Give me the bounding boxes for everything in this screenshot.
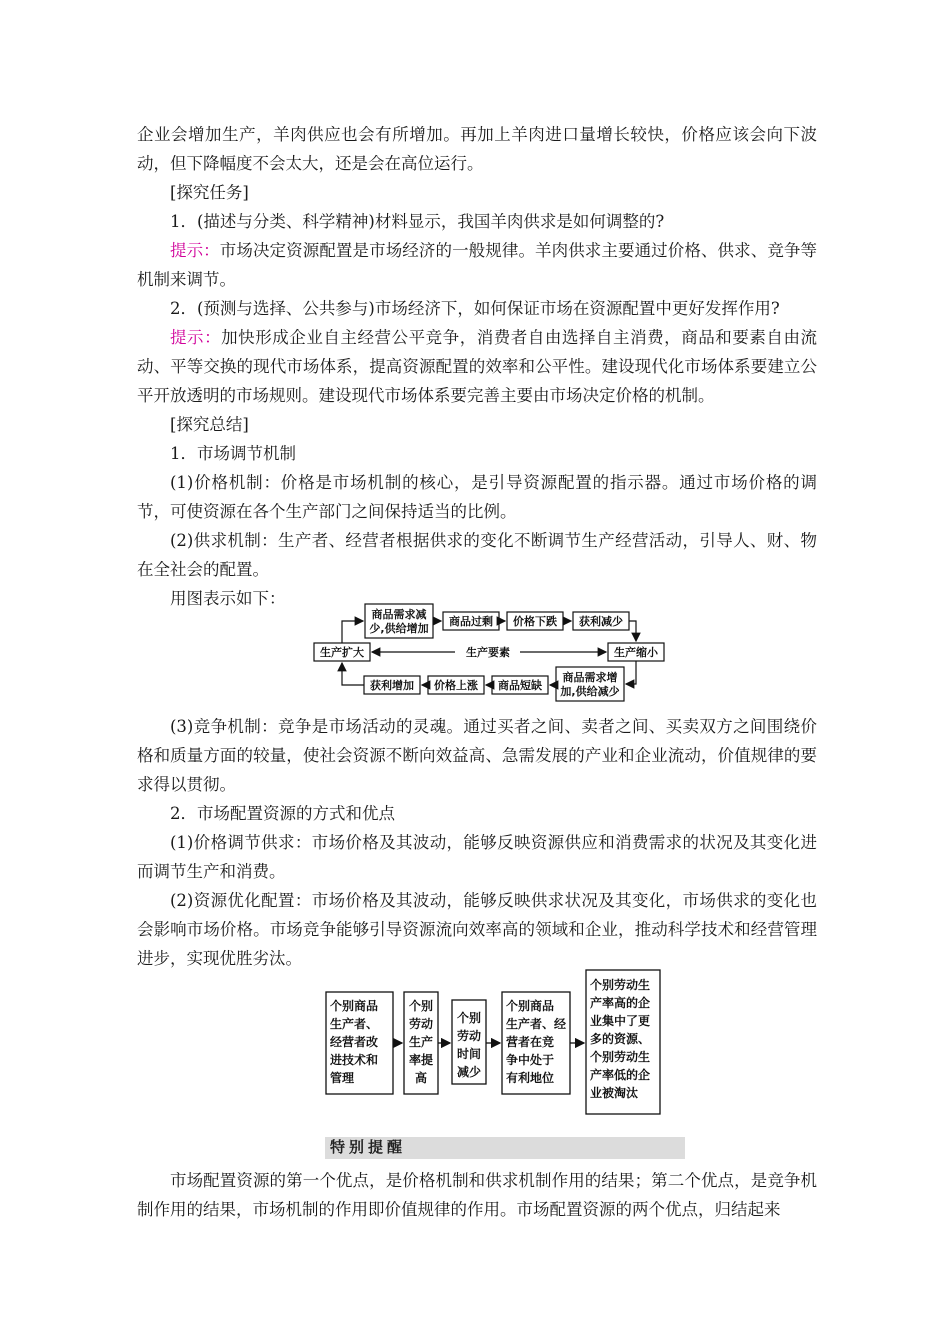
center-label: 生产要素: [466, 646, 510, 659]
diagram2-box1-line: 生产者、: [330, 1017, 379, 1031]
heading-explore-summary: [探究总结]: [170, 415, 249, 434]
diagram2-box1-line: 个别商品: [330, 999, 379, 1013]
diagram2-box2-line: 劳动: [408, 1017, 434, 1031]
competition-mechanism: (3)竞争机制：竞争是市场活动的灵魂。通过买者之间、卖者之间、买卖双方之间围绕价格和质量方面的较量，使社会资源不断向效益高、急需发展的产业和企业流动，价值规律的要求得以贯彻。: [137, 717, 817, 794]
answer-1-text: 市场决定资源配置是市场经济的一般规律。羊肉供求主要通过价格、供求、竞争等机制来调节。: [137, 241, 818, 289]
diagram2-box4-line: 营者在竞: [506, 1035, 555, 1049]
diagram2-box2-line: 率提: [408, 1053, 434, 1067]
diagram2-box5-line: 个别劳动生: [590, 1050, 651, 1064]
top-box2: 商品过剩: [449, 615, 493, 628]
diagram2-box5-line: 产率低的企: [590, 1068, 651, 1082]
hint-label: 提示：: [170, 241, 220, 260]
top-box4: 获利减少: [579, 615, 623, 628]
final-paragraph: 市场配置资源的第一个优点，是价格机制和供求机制作用的结果；第二个优点，是竞争机制作用的结果，市场机制的作用即价值规律的作用。市场配置资源的两个优点，归结起来: [137, 1171, 817, 1219]
supply-demand-mechanism: (2)供求机制：生产者、经营者根据供求的变化不断调节生产经营活动，引导人、财、物在全社会的配置。: [137, 531, 817, 579]
diagram2-box1-line: 管理: [330, 1071, 355, 1085]
answer-2-text: 加快形成企业自主经营公平竞争，消费者自由选择自主消费，商品和要素自由流动、平等交换的现代市场体系，提高资源配置的效率和公平性。建设现代化市场体系要建立公平开放透明的市场规则。建设现代市场体系要完善主要由市场决定价格的机制。: [137, 328, 818, 405]
left-box: 生产扩大: [320, 646, 364, 659]
diagram2-box5-line: 个别劳动生: [590, 978, 651, 992]
diagram2-box4-line: 有利地位: [506, 1071, 555, 1085]
special-reminder-title: 特别提醒: [330, 1138, 407, 1156]
diagram2-box4-line: 生产者、经: [506, 1017, 567, 1031]
diagram2-box3-line: 劳动: [456, 1029, 482, 1043]
top-box1-line1: 商品需求减: [371, 608, 427, 621]
hint-label: 提示：: [170, 328, 222, 347]
bottom-box1-line2: 加,供给减少: [560, 685, 620, 698]
diagram2-box5-line: 产率高的企: [590, 996, 651, 1010]
diagram2-box5-line: 业集中了更: [590, 1014, 651, 1028]
right-box: 生产缩小: [614, 646, 658, 659]
price-regulates-supply: (1)价格调节供求：市场价格及其波动，能够反映资源供应和消费需求的状况及其变化进而调节生产和消费。: [137, 833, 817, 881]
top-box1-line2: 少,供给增加: [369, 622, 429, 635]
diagram2-box5-line: 多的资源、: [590, 1032, 651, 1046]
heading-explore-task: [探究任务]: [170, 183, 249, 202]
diagram2-box1-line: 进技术和: [330, 1053, 379, 1067]
diagram2-box2-line: 高: [414, 1071, 428, 1085]
diagram2-box1-line: 经营者改: [330, 1035, 379, 1049]
price-mechanism: (1)价格机制：价格是市场机制的核心，是引导资源配置的指示器。通过市场价格的调节，可使资源在各个生产部门之间保持适当的比例。: [137, 473, 817, 521]
diagram2-box2-line: 生产: [408, 1035, 434, 1049]
question-1: 1．(描述与分类、科学精神)材料显示，我国羊肉供求是如何调整的?: [170, 212, 665, 231]
section-2-title: 2．市场配置资源的方式和优点: [170, 804, 395, 823]
bottom-box3: 价格上涨: [434, 679, 478, 692]
figure-intro: 用图表示如下：: [170, 589, 286, 608]
resource-optimization: (2)资源优化配置：市场价格及其波动，能够反映供求状况及其变化，市场供求的变化也会影响市场价格。市场竞争能够引导资源流向效率高的领域和企业，推动科学技术和经营管理进步，实现优胜劣汰。: [137, 891, 817, 968]
bottom-box4: 获利增加: [370, 679, 414, 692]
diagram2-box3-line: 个别: [456, 1011, 482, 1025]
diagram2-box4-line: 个别商品: [506, 999, 555, 1013]
section-1-title: 1．市场调节机制: [170, 444, 296, 463]
diagram2-box4-line: 争中处于: [506, 1053, 555, 1067]
paragraph-intro: 企业会增加生产，羊肉供应也会有所增加。再加上羊肉进口量增长较快，价格应该会向下波动，但下降幅度不会太大，还是会在高位运行。: [137, 125, 817, 173]
diagram2-box2-line: 个别: [408, 999, 434, 1013]
diagram2-box3-line: 时间: [456, 1047, 482, 1061]
diagram2-box3-line: 减少: [456, 1065, 482, 1079]
top-box3: 价格下跌: [513, 615, 557, 628]
bottom-box2: 商品短缺: [498, 679, 542, 692]
diagram2-box5-line: 业被淘汰: [590, 1086, 639, 1100]
question-2: 2．(预测与选择、公共参与)市场经济下，如何保证市场在资源配置中更好发挥作用?: [170, 299, 780, 318]
bottom-box1-line1: 商品需求增: [562, 671, 618, 684]
